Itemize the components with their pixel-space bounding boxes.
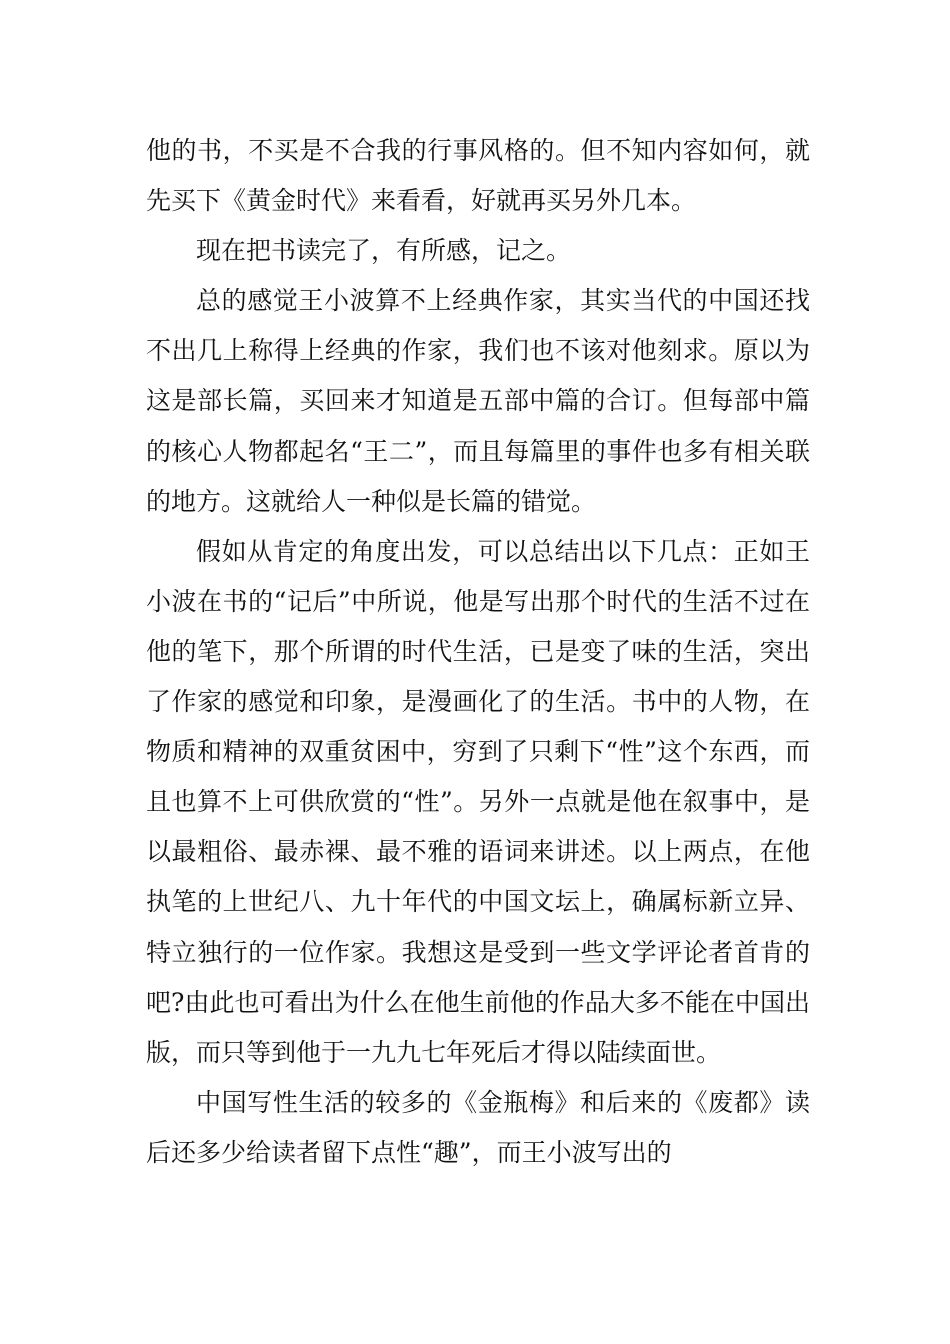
paragraph: 现在把书读完了，有所感，记之。 [196, 236, 572, 266]
body-text [146, 126, 810, 1178]
paragraph: 中国写性生活的较多的《金瓶梅》和后来的《废都》读后还多少给读者留下点性“趣”，而王小波写出的 [146, 1087, 810, 1167]
paragraph-continuation: 他的书，不买是不合我的行事风格的。但不知内容如何，就先买下《黄金时代》来看看，好就再买另外几本。 [146, 136, 810, 216]
paragraph: 假如从肯定的角度出发，可以总结出以下几点：正如王小波在书的“记后”中所说，他是写出那个时代的生活不过在他的笔下，那个所谓的时代生活，已是变了味的生活，突出了作家的感觉和印象，是漫画化了的生活。书中的人物，在物质和精神的双重贫困中，穷到了只剩下“性”这个东西，而且也算不上可供欣赏的“性”。另外一点就是他在叙事中，是以最粗俗、最赤裸、最不雅的语词来讲述。以上两点，在他执笔的上世纪八、九十年代的中国文坛上，确属标新立异、特立独行的一位作家。我想这是受到一些文学评论者首肯的吧?由此也可看出为什么在他生前他的作品大多不能在中国出版，而只等到他于一九九七年死后才得以陆续面世。 [146, 536, 810, 1067]
paragraph: 总的感觉王小波算不上经典作家，其实当代的中国还找不出几上称得上经典的作家，我们也不该对他刻求。原以为这是部长篇，买回来才知道是五部中篇的合订。但每部中篇的核心人物都起名“王二”，而且每篇里的事件也多有相关联的地方。这就给人一种似是长篇的错觉。 [146, 286, 810, 516]
